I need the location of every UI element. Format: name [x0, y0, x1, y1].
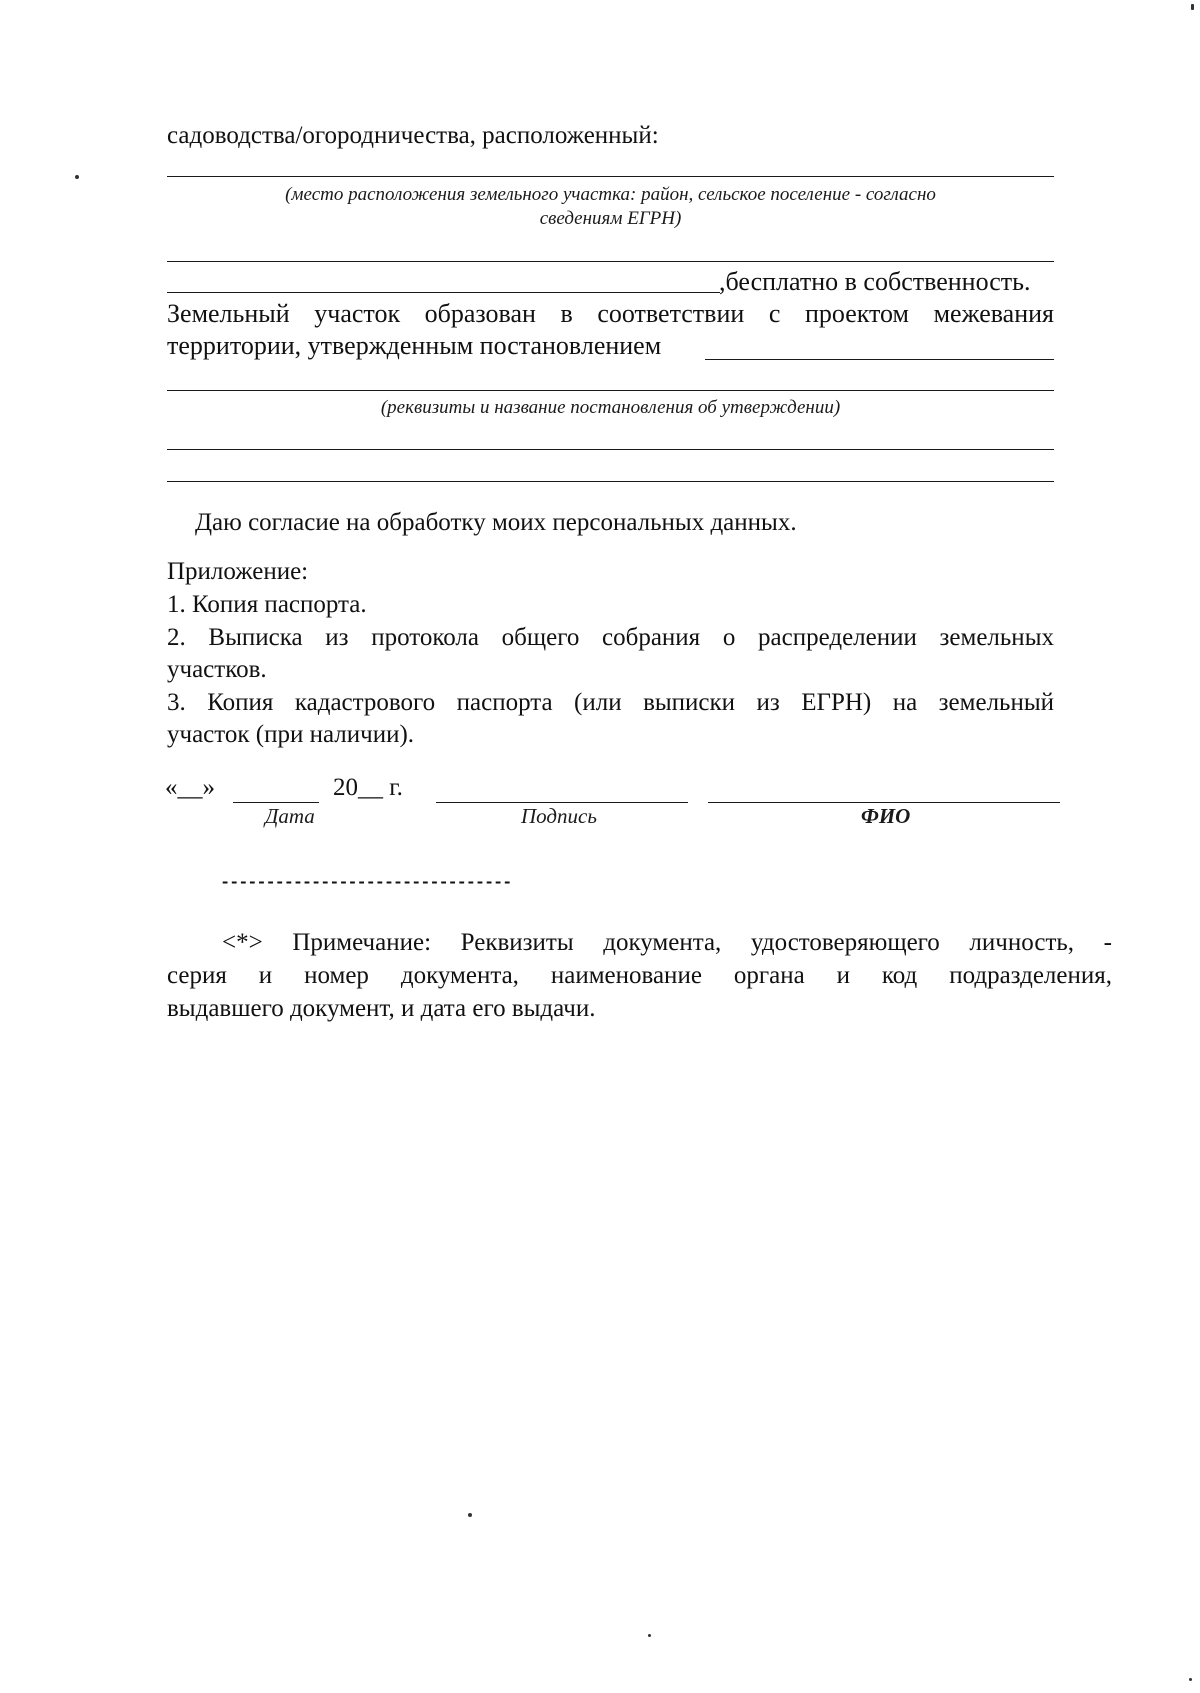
full-name-label: ФИО	[861, 804, 911, 828]
signature-label: Подпись	[521, 804, 597, 828]
location-blank-line	[167, 176, 1054, 177]
footnote-separator: --------------------------------	[220, 874, 512, 893]
scan-speck	[1191, 4, 1194, 10]
intro-text: садоводства/огородничества, расположенный:	[167, 122, 659, 149]
consent-text: Даю согласие на обработку моих персональных данных.	[195, 509, 797, 536]
attachment-item-2-line-1: 2. Выписка из протокола общего собрания о распределении земельных	[167, 624, 1054, 651]
footnote-line-3: выдавшего документ, и дата его выдачи.	[167, 995, 596, 1022]
formed-line-1: Земельный участок образован в соответствии с проектом межевания	[167, 299, 1054, 328]
location-continuation-line	[167, 261, 1054, 262]
formed-line-2: территории, утвержденным постановлением	[167, 331, 662, 360]
decree-continuation-line-2	[167, 481, 1054, 482]
location-caption-line-1: (место расположения земельного участка: район, сельское поселение - согласно	[285, 184, 936, 205]
decree-blank-inline	[705, 359, 1054, 360]
attachment-item-3-line-1: 3. Копия кадастрового паспорта (или выписки из ЕГРН) на земельный	[167, 689, 1054, 716]
footnote-line-2: серия и номер документа, наименование органа и код подразделения,	[167, 962, 1112, 989]
date-day-field: «__»	[165, 774, 215, 801]
date-label: Дата	[265, 804, 315, 828]
attachment-item-3-line-2: участок (при наличии).	[167, 721, 415, 748]
free-ownership-text: ,бесплатно в собственность.	[719, 267, 1031, 296]
attachments-heading: Приложение:	[167, 558, 309, 585]
attachment-item-1: 1. Копия паспорта.	[167, 591, 367, 618]
scan-speck	[75, 175, 79, 179]
scan-speck	[1189, 1678, 1192, 1681]
ownership-blank-line	[167, 292, 720, 293]
date-year-field: 20__ г.	[333, 774, 403, 801]
footnote-line-1: <*> Примечание: Реквизиты документа, удостоверяющего личность, -	[222, 929, 1112, 956]
attachment-item-2-line-2: участков.	[167, 656, 267, 683]
scan-speck	[468, 1513, 472, 1517]
decree-caption: (реквизиты и название постановления об утверждении)	[380, 397, 841, 418]
scan-speck	[648, 1634, 651, 1637]
decree-continuation-line-1	[167, 449, 1054, 450]
location-caption-line-2: сведениям ЕГРН)	[539, 208, 682, 229]
decree-blank-line	[167, 390, 1054, 391]
